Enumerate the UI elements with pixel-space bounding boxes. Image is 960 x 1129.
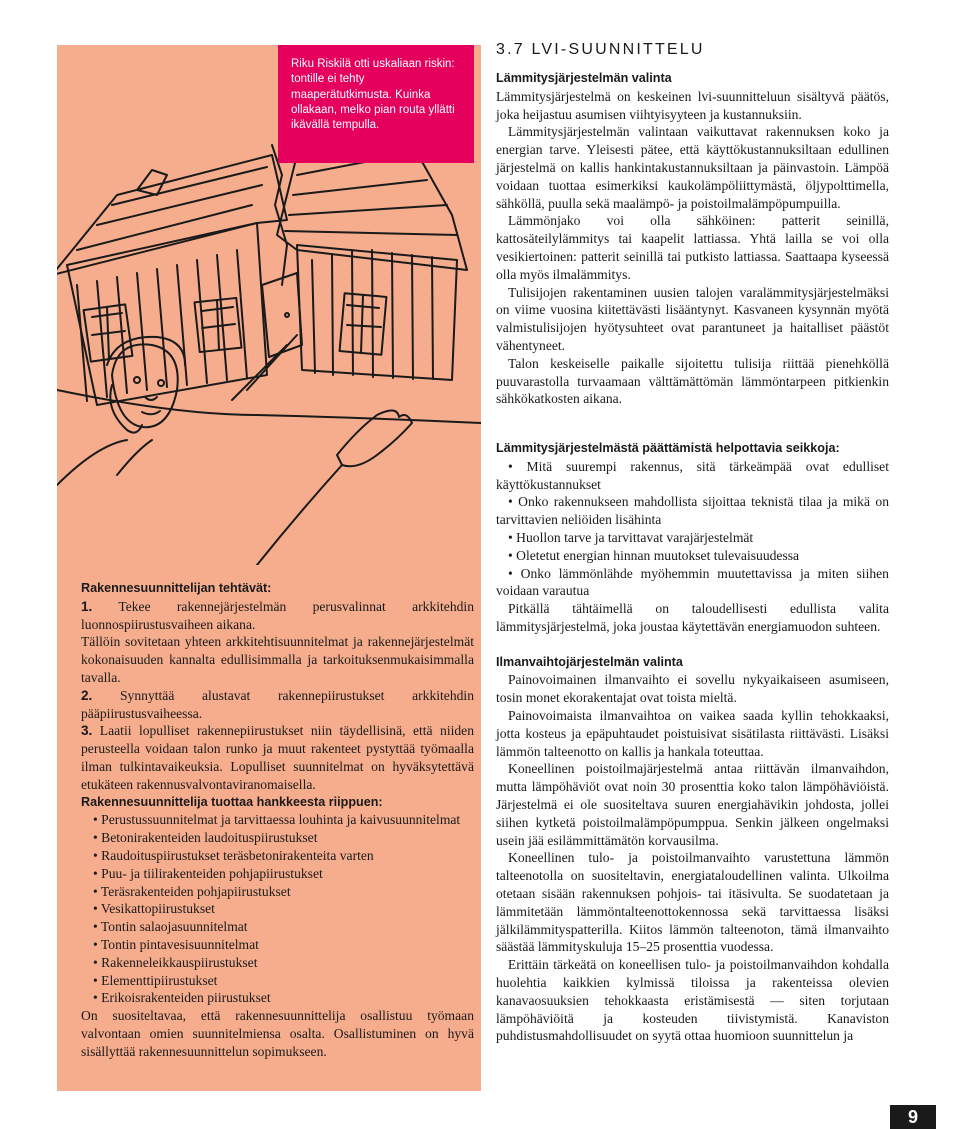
- paragraph: Pitkällä tähtäimellä on taloudellisesti edullista valita lämmitysjärjestelmä, joka joustaa käytettävän energiamuodon suhteen.: [496, 601, 889, 634]
- list-item: • Mitä suurempi rakennus, sitä tärkeämpää ovat edulliset käyttökustannukset: [496, 458, 889, 494]
- heading: Lämmitysjärjestelmän valinta: [496, 71, 672, 85]
- list-item: • Perustussuunnitelmat ja tarvittaessa louhinta ja kaivusuunnitelmat: [81, 811, 474, 829]
- heading: Ilmanvaihtojärjestelmän valinta: [496, 654, 683, 669]
- section-title: 3.7 LVI-SUUNNITTELU: [496, 41, 705, 58]
- paragraph: On suositeltavaa, että rakennesuunnittelija osallistuu työmaan valvontaan omien suunnitelmiensa osalta. Osallistuminen on hyvä sisällyttää rakennesuunnittelun sopimukseen.: [81, 1008, 474, 1059]
- ground-line: [57, 390, 481, 423]
- paragraph: Talon keskeiselle paikalle sijoitettu tulisija riittää pienehköllä puuvarastolla turvaamaan välttämättömän lämmöntarpeen pitkienkin sähkökatkosten aikana.: [496, 355, 889, 407]
- list-item: • Betonirakenteiden laudoituspiirustukset: [81, 829, 474, 847]
- paragraph: Lämmitysjärjestelmän valintaan vaikuttavat rakennuksen koko ja energian tarve. Yleisesti pätee, että käyttökustannuksiltaan edullinen järjestelmä on kallis hankintakustannuksiltaan ja päinvastoin. Lämpöä voidaan tuottaa esimerkiksi kaukolämpöliittymästä, öljypolttimella, sähköllä, puulla sekä maalämpö- ja poistoilmalämpöpumpuilla.: [496, 124, 889, 211]
- list-item: • Puu- ja tiilirakenteiden pohjapiirustukset: [81, 865, 474, 883]
- illustration-caption: Riku Riskilä otti uskaliaan riskin: tontille ei tehty maaperätutkimusta. Kuinka ollakaan, melko pian routa yllätti ikävällä tempulla.: [278, 45, 474, 163]
- paragraph: Painovoimainen ilmanvaihto ei sovellu nykyaikaiseen asumiseen, tosin monet ekorakentajat ovat toista mieltä.: [496, 672, 889, 706]
- heading: Lämmitysjärjestelmästä päättämistä helpottavia seikkoja:: [496, 441, 840, 455]
- builder-tasks-section: [81, 580, 474, 1061]
- list-item: • Oletetut energian hinnan muutokset tulevaisuudessa: [496, 547, 889, 565]
- paragraph: Tällöin sovitetaan yhteen arkkitehtisuunnitelmat ja rakennejärjestelmät kokonaisuuden kannalta edullisimmalla ja tarkoituksenmukaisimmalla tavalla.: [81, 634, 474, 685]
- list-item: • Tontin salaojasuunnitelmat: [81, 918, 474, 936]
- heading: Rakennesuunnittelija tuottaa hankkeesta riippuen:: [81, 794, 383, 809]
- task-2: 2. Synnyttää alustavat rakennepiirustukset arkkitehdin pääpiirustusvaiheessa.: [81, 687, 474, 721]
- task-3: 3. Laatii lopulliset rakennepiirustukset niin täydellisinä, että niiden perusteella voidaan talon runko ja muut rakenteet pystyttää työmaalla ilman tulkintavaikeuksia. Lopulliset suunnitelmat on hyväksytettävä etukäteen rakennusvalvontaviranomaisella.: [81, 723, 475, 792]
- paragraph: Koneellinen poistoilmajärjestelmä antaa riittävän ilmanvaihdon, mutta lämpöhäviöt ovat noin 30 prosenttia koko talon lämpöhäviöistä. Järjestelmä ei ole suositeltava suuren energiahävikin johdosta, jollei siihen kytketä poistoilmalämpöpumppua. Senkin jälkeen ongelmaksi usein jää esilämmittämätön korvausilma.: [496, 761, 889, 848]
- paragraph: Erittäin tärkeätä on koneellisen tulo- ja poistoilmanvaihdon kohdalla huolehtia kaikkien kylmissä tiloissa ja rakenteissa olevien kanavaosuuksien tehokkaasta eristämisestä — siten torjutaan lämpöhäviöitä ja kosteuden tiivistymistä. Kanaviston puhdistusmahdollisuudet on syytä ottaa huomioon suunnittelun ja: [496, 957, 889, 1044]
- list-item: • Vesikattopiirustukset: [81, 900, 474, 918]
- list-item: • Teräsrakenteiden pohjapiirustukset: [81, 883, 474, 901]
- heating-section: [496, 70, 889, 408]
- paragraph: Lämmönjako voi olla sähköinen: patterit seinillä, kattosäteilylämmitys tai kaapelit lattiassa. Yhtä lailla se voi olla vesikiertoinen: patterit seinillä tai putkisto lattiassa. Saattaapa kyseessä olla myös ilmalämmitys.: [496, 213, 889, 282]
- list-item: • Tontin pintavesisuunnitelmat: [81, 936, 474, 954]
- deliverables-list: [81, 811, 474, 1007]
- paragraph: Lämmitysjärjestelmä on keskeinen lvi-suunnitteluun sisältyvä päätös, joka heijastuu asumisen viihtyisyyteen ja kustannuksiin.: [496, 88, 889, 122]
- left-house-roof: [57, 155, 287, 275]
- decision-section: [496, 440, 889, 1045]
- list-item: • Huollon tarve ja tarvittavat varajärjestelmät: [496, 529, 889, 547]
- paragraph: Painovoimaista ilmanvaihtoa on vaikea saada kyllin tehokkaaksi, jotta kosteus ja epäpuhtaudet poistuisivat sisätilasta riittävästi. Lisäksi lämmön talteenotto on kallis ja hankala toteuttaa.: [496, 707, 889, 759]
- list-item: • Onko lämmönlähde myöhemmin muutettavissa ja miten siihen voidaan varautua: [496, 565, 889, 601]
- list-item: • Onko rakennukseen mahdollista sijoittaa teknistä tilaa ja mikä on tarvittavien neliöiden lisähinta: [496, 493, 889, 529]
- list-item: • Raudoituspiirustukset teräsbetonirakenteita varten: [81, 847, 474, 865]
- task-1: 1. Tekee rakennejärjestelmän perusvalinnat arkkitehdin luonnospiirustusvaiheen aikana.: [81, 598, 474, 632]
- paragraph: Tulisijojen rakentaminen uusien talojen varalämmitysjärjestelmäksi on viime vuosina kiitettävästi lisääntynyt. Kasvaneen kysynnän myötä valmistulisijojen hyötysuhteet ovat parantuneet ja haitalliset päästöt vähentyneet.: [496, 284, 889, 353]
- list-item: • Erikoisrakenteiden piirustukset: [81, 989, 474, 1007]
- paragraph: Koneellinen tulo- ja poistoilmanvaihto varustettuna lämmön talteenotolla on suositeltavin, energiataloudellinen valinta. Ulkoilma otetaan sisään rakennuksen pohjois- tai itäsivulta. Se suodatetaan ja lämmitetään lämmöntalteenottokennossa sekä tarvittaessa lisäksi jälkilämmityspatterilla. Kiitos lämmön talteenoton, tämä ilmanvaihto säästää lämmityskuluja 15–25 prosenttia vuodessa.: [496, 850, 889, 955]
- heading: Rakennesuunnittelijan tehtävät:: [81, 581, 272, 595]
- list-item: • Rakenneleikkauspiirustukset: [81, 954, 474, 972]
- page-number: 9: [890, 1105, 936, 1129]
- list-item: • Elementtipiirustukset: [81, 972, 474, 990]
- decision-list: [496, 458, 889, 600]
